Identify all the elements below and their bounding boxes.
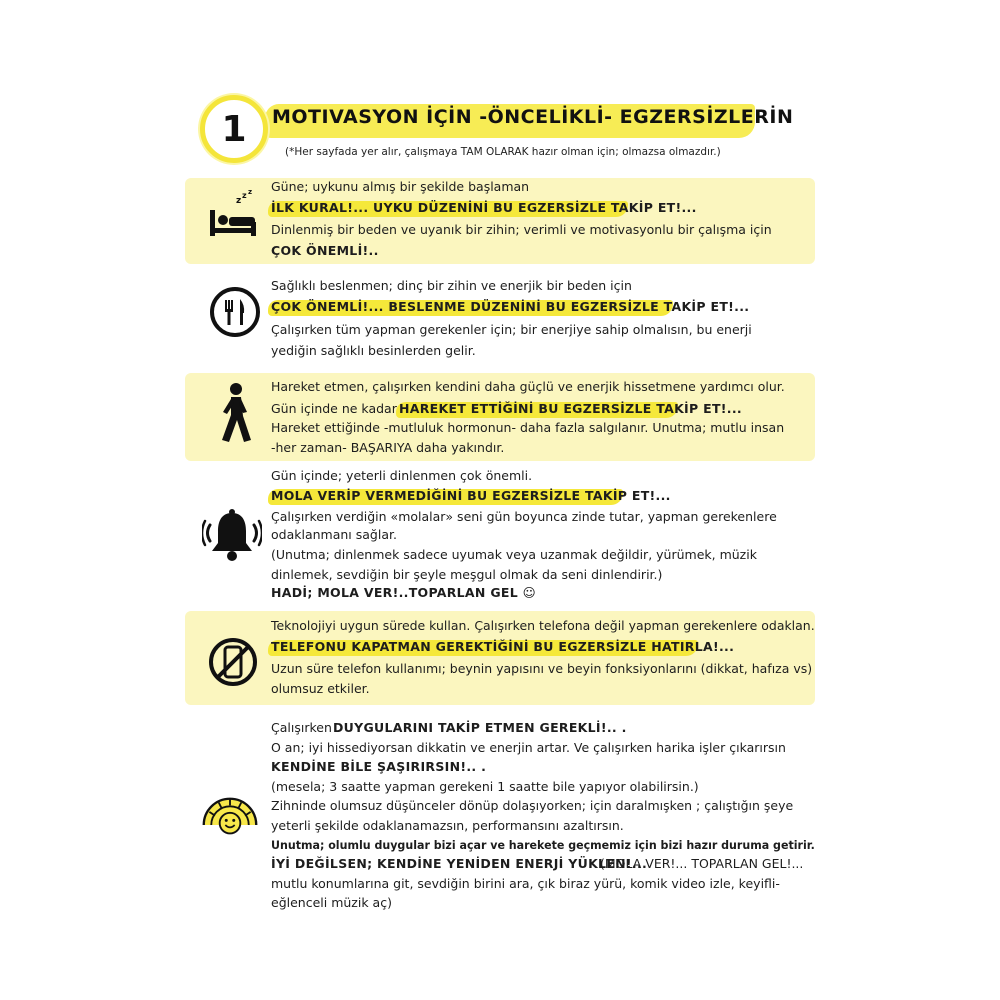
rest-line-4: odaklanmanı sağlar. (271, 527, 397, 542)
movement-line-1: Hareket etmen, çalışırken kendini daha güçlü ve enerjik hissetmene yardımcı olur. (271, 379, 785, 394)
rest-emphasis: HADİ; MOLA VER!..TOPARLAN GEL ☺ (271, 585, 536, 600)
rest-line-3: Çalışırken verdiğin «molalar» seni gün boyunca zinde tutar, yapman gerekenlere (271, 509, 777, 524)
page-subtitle: (*Her sayfada yer alır, çalışmaya TAM OLARAK hazır olman için; olmazsa olmazdır.) (285, 146, 721, 158)
nutrition-line-3: Çalışırken tüm yapman gerekenler için; bir enerjiye sahip olmalısın, bu enerji (271, 322, 752, 337)
walking-person-icon (203, 383, 263, 443)
svg-text:z: z (236, 196, 242, 206)
page-title: MOTIVASYON İÇİN -ÖNCELİKLİ- EGZERSİZLERİN (272, 106, 794, 128)
svg-text:z: z (242, 191, 247, 200)
phone-rule: TELEFONU KAPATMAN GEREKTİĞİNİ BU EGZERSİZLE HATIRLA!... (271, 639, 735, 654)
section-number-badge: 1 (200, 95, 268, 163)
phone-line-1: Teknolojiyi uygun sürede kullan. Çalışırken telefona değil yapman gerekenlere odaklan. (271, 618, 815, 633)
rest-line-5: (Unutma; dinlenmek sadece uyumak veya uzanmak değildir, yürümek, müzik (271, 547, 757, 562)
emotions-line-10: (MOLA VER!... TOPARLAN GEL!... (600, 856, 804, 871)
nutrition-line-4: yediğin sağlıklı besinlerden gelir. (271, 343, 476, 358)
fork-knife-icon (205, 282, 265, 342)
nutrition-rule: ÇOK ÖNEMLİ!... BESLENME DÜZENİNİ BU EGZERSİZLE TAKİP ET!... (271, 299, 750, 314)
sleep-line-3: Dinlenmiş bir beden ve uyanık bir zihin; verimli ve motivasyonlu bir çalışma için (271, 222, 772, 237)
alarm-bell-icon (202, 505, 262, 565)
movement-rule: HAREKET ETTİĞİNİ BU EGZERSİZLE TAKİP ET!... (399, 401, 742, 416)
nutrition-line-1: Sağlıklı beslenmen; dinç bir zihin ve enerjik bir beden için (271, 278, 632, 293)
emotions-rule: DUYGULARINI TAKİP ETMEN GEREKLİ!.. . (333, 720, 627, 735)
no-phone-icon (203, 632, 263, 692)
phone-line-3: Uzun süre telefon kullanımı; beynin yapısını ve beyin fonksiyonlarını (dikkat, hafıza vs) (271, 661, 813, 676)
sleep-in-bed-icon (203, 186, 263, 246)
emotions-line-5: (mesela; 3 saatte yapman gerekeni 1 saatte bile yapıyor olabilirsin.) (271, 779, 699, 794)
emotions-line-1: Çalışırken (271, 720, 332, 735)
movement-line-4: Hareket ettiğinde -mutluluk hormonun- daha fazla salgılanır. Unutma; mutlu insan (271, 420, 785, 435)
sleep-rule: İLK KURAL!... UYKU DÜZENİNİ BU EGZERSİZLE TAKİP ET!... (271, 200, 697, 215)
emotions-rule-2: İYİ DEĞİLSEN; KENDİNE YENİDEN ENERJİ YÜKLEN!... (271, 856, 648, 871)
movement-line-5: -her zaman- BAŞARIYA daha yakındır. (271, 440, 505, 455)
emotions-line-12: eğlenceli müzik aç) (271, 895, 392, 910)
phone-line-4: olumsuz etkiler. (271, 681, 370, 696)
sleep-line-1: Güne; uykunu almış bir şekilde başlaman (271, 179, 530, 194)
emotions-emphasis: KENDİNE BİLE ŞAŞIRIRSIN!.. . (271, 759, 487, 774)
svg-text:z: z (248, 190, 253, 196)
movement-line-2: Gün içinde ne kadar (271, 401, 397, 416)
happy-sun-icon (200, 780, 260, 840)
rest-rule: MOLA VERİP VERMEDİĞİNİ BU EGZERSİZLE TAKİP ET!... (271, 488, 671, 503)
rest-line-6: dinlemek, sevdiğin bir şeyle meşgul olmak da seni dinlendirir.) (271, 567, 663, 582)
rest-line-1: Gün içinde; yeterli dinlenmen çok önemli. (271, 468, 533, 483)
emotions-line-11: mutlu konumlarına git, sevdiğin birini ara, çık biraz yürü, komik video izle, keyifli- (271, 876, 780, 891)
sleep-emphasis: ÇOK ÖNEMLİ!.. (271, 243, 379, 258)
emotions-line-3: O an; iyi hissediyorsan dikkatin ve enerjin artar. Ve çalışırken harika işler çıkarırsın (271, 740, 786, 755)
emotions-line-7: yeterli şekilde odaklanamazsın, performansını azaltırsın. (271, 818, 624, 833)
emotions-line-8: Unutma; olumlu duygular bizi açar ve harekete geçmemiz için bizi hazır duruma getirir. (271, 839, 815, 852)
emotions-line-6: Zihninde olumsuz düşünceler dönüp dolaşıyorken; için daralmışken ; çalıştığın şeye (271, 798, 794, 813)
